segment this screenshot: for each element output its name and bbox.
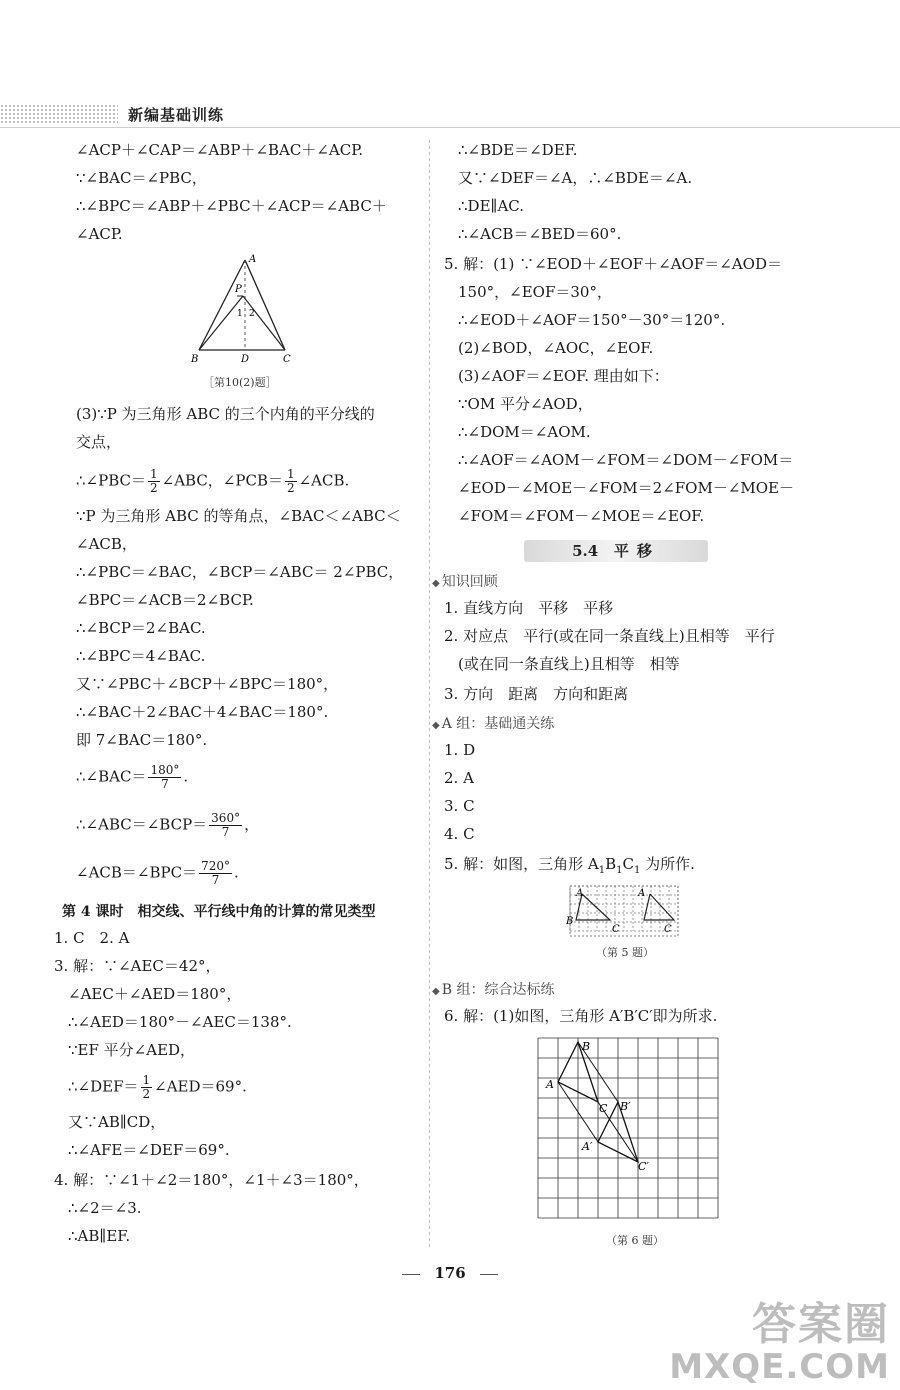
fraction: $\frac{360^\circ}{7}$: [211, 811, 241, 839]
label-c: C: [599, 1102, 608, 1115]
text-line: ∴∠BDE＝∠DEF.: [458, 141, 578, 159]
text-line: 即 7∠BAC＝180°.: [76, 731, 208, 749]
answer-line: 6. 解：(1)如图，三角形 A′B′C′即为所求.: [444, 1007, 718, 1025]
label-c-prime: C′: [638, 1160, 649, 1173]
answer-line: 4. C: [444, 825, 475, 843]
text-line: ∠BPC＝∠ACB＝2∠BCP.: [76, 591, 254, 609]
fraction: $\frac{1}{2}$: [149, 467, 158, 495]
text-line: ∴∠BPC＝4∠BAC.: [76, 647, 206, 665]
text-line: 交点，: [76, 433, 122, 451]
text-line: ∠ACP.: [76, 225, 123, 243]
fraction: $\frac{1}{2}$: [142, 1073, 151, 1101]
watermark-text: 答案圈: [752, 1299, 890, 1350]
formula-text: ∠ACB.: [298, 471, 350, 490]
formula-line: [76, 468, 349, 495]
answer-line: 5. 解：如图，三角形 $A_1B_1C_1$ 为所作.: [444, 855, 695, 876]
answer-line: 2. 对应点 平行(或在同一条直线上)且相等 平行: [444, 627, 775, 645]
page-number: 176: [0, 1264, 900, 1282]
header-decoration: [0, 104, 118, 124]
text-line: ∠ACP＋∠CAP＝∠ABP＋∠BAC＋∠ACP.: [76, 141, 364, 159]
text-line: ∴∠AFE＝∠DEF＝69°.: [68, 1141, 230, 1159]
subheading-review: ◆ 知识回顾: [432, 572, 498, 594]
label-c: C: [612, 924, 620, 935]
text-line: ∵∠BAC＝∠PBC，: [76, 169, 207, 187]
answer-line: 5. 解：(1) ∵∠EOD＋∠EOF＋∠AOF＝∠AOD＝: [444, 255, 782, 273]
text-line: ∴∠EOD＋∠AOF＝150°－30°＝120°.: [458, 311, 726, 329]
label-b: B: [566, 916, 574, 927]
section-title: 5.4 平移: [524, 540, 708, 562]
text-line: ∴∠ACB＝∠BED＝60°.: [458, 225, 622, 243]
text-line: ∴∠BCP＝2∠BAC.: [76, 619, 206, 637]
formula-text: ∴∠PBC＝: [76, 471, 146, 490]
diamond-icon: ◆: [432, 578, 440, 589]
subheading-group-b: ◆ B 组：综合达标练: [432, 980, 554, 1002]
subheading-group-a: ◆ A 组：基础通关练: [432, 714, 554, 736]
text-line: ∴∠DOM＝∠AOM.: [458, 423, 591, 441]
text-line: ∴DE∥AC.: [458, 197, 524, 215]
text-line: ∴∠BAC＋2∠BAC＋4∠BAC＝180°.: [76, 703, 329, 721]
figure-caption: （第 5 题）: [596, 946, 654, 959]
watermark-url: MXQE.COM: [669, 1347, 890, 1387]
fraction: $\frac{720^\circ}{7}$: [201, 859, 230, 887]
text-line: 又∵∠PBC＋∠BCP＋∠BPC＝180°，: [76, 675, 339, 693]
diamond-icon: ◆: [432, 720, 440, 731]
figure-caption: ［第10(2)题］: [203, 376, 277, 389]
label-b: B: [191, 354, 199, 365]
label-c: C: [283, 354, 291, 365]
label-a: A: [546, 1078, 554, 1091]
figure-6-grid: [528, 1030, 728, 1222]
text-line: ∴∠AOF＝∠AOM－∠FOM＝∠DOM－∠FOM＝: [458, 451, 794, 469]
text-line: ∴∠2＝∠3.: [68, 1199, 142, 1217]
header-rule: [0, 127, 900, 128]
watermark-logo: [669, 1299, 890, 1387]
text-line: ∴∠BPC＝∠ABP＋∠PBC＋∠ACP＝∠ABC＋: [76, 197, 387, 215]
text-line: (3)∵P 为三角形 ABC 的三个内角的平分线的: [76, 405, 375, 423]
label-c1: C: [664, 924, 672, 935]
answer-line: 2. A: [444, 769, 474, 787]
label-1: 1: [237, 309, 243, 319]
label-a: A: [576, 888, 584, 899]
figure-5-grid: [566, 884, 680, 938]
answer-line: 1. 直线方向 平移 平移: [444, 599, 614, 617]
text-line: 又∵∠DEF＝∠A，∴∠BDE＝∠A.: [458, 169, 693, 187]
text-line: ∠EOD－∠MOE－∠FOM＝2∠FOM－∠MOE－: [458, 479, 794, 497]
text-line: (2)∠BOD，∠AOC，∠EOF.: [458, 339, 654, 357]
answer-line: 1. C 2. A: [54, 929, 130, 947]
formula-line: ∴∠BAC＝ $\frac{180^\circ}{7}$ .: [76, 763, 189, 791]
text-line: ∵OM 平分∠AOD，: [458, 395, 593, 413]
text-line: 150°，∠EOF＝30°，: [458, 283, 612, 301]
text-line: ∴AB∥EF.: [68, 1227, 131, 1245]
label-a-prime: A′: [582, 1140, 593, 1153]
answer-line: 1. D: [444, 741, 476, 759]
label-p: P: [235, 284, 242, 295]
text-line: ∵P 为三角形 ABC 的等角点，∠BAC＜∠ABC＜: [76, 507, 401, 525]
fraction: $\frac{1}{2}$: [286, 467, 295, 495]
label-d: D: [241, 354, 250, 365]
book-title: 新编基础训练: [128, 106, 225, 124]
answer-line: 3. C: [444, 797, 475, 815]
text-line: ∴∠PBC＝∠BAC，∠BCP＝∠ABC＝ 2∠PBC，: [76, 563, 404, 581]
formula-line: ∴∠ABC＝∠BCP＝ $\frac{360^\circ}{7}$ ，: [76, 811, 260, 839]
label-2: 2: [249, 309, 255, 319]
text-line: ∠FOM＝∠FOM－∠MOE＝∠EOF.: [458, 507, 705, 525]
formula-text: ∠ABC，∠PCB＝: [161, 471, 283, 490]
text-line: ∠ACB，: [76, 535, 137, 553]
label-b-prime: B′: [620, 1100, 631, 1113]
figure-10-2: [185, 250, 295, 368]
label-b: B: [582, 1040, 591, 1053]
text-line: ∴∠AED＝180°－∠AEC＝138°.: [68, 1013, 292, 1031]
label-a1: A: [638, 888, 646, 899]
answer-line: 3. 解：∵∠AEC＝42°，: [54, 957, 221, 975]
answer-line: 4. 解：∵∠1＋∠2＝180°，∠1＋∠3＝180°，: [54, 1171, 369, 1189]
figure-caption: （第 6 题）: [606, 1234, 664, 1247]
text-line: (或在同一条直线上)且相等 相等: [458, 655, 680, 673]
label-a: A: [249, 254, 257, 265]
formula-line: ∴∠DEF＝ $\frac{1}{2}$ ∠AED＝69°.: [68, 1073, 247, 1101]
text-line: ∵EF 平分∠AED，: [68, 1041, 196, 1059]
text-line: 又∵AB∥CD，: [68, 1113, 166, 1131]
column-divider: [429, 140, 430, 1250]
text-line: (3)∠AOF＝∠EOF. 理由如下：: [458, 367, 669, 385]
formula-line: ∠ACB＝∠BPC＝ $\frac{720^\circ}{7}$ .: [76, 859, 239, 887]
answer-line: 3. 方向 距离 方向和距离: [444, 685, 629, 703]
lesson-heading: 第 4 课时 相交线、平行线中角的计算的常见类型: [62, 904, 376, 920]
fraction: $\frac{180^\circ}{7}$: [150, 763, 180, 791]
diamond-icon: ◆: [432, 986, 440, 997]
text-line: ∠AEC＋∠AED＝180°，: [68, 985, 242, 1003]
